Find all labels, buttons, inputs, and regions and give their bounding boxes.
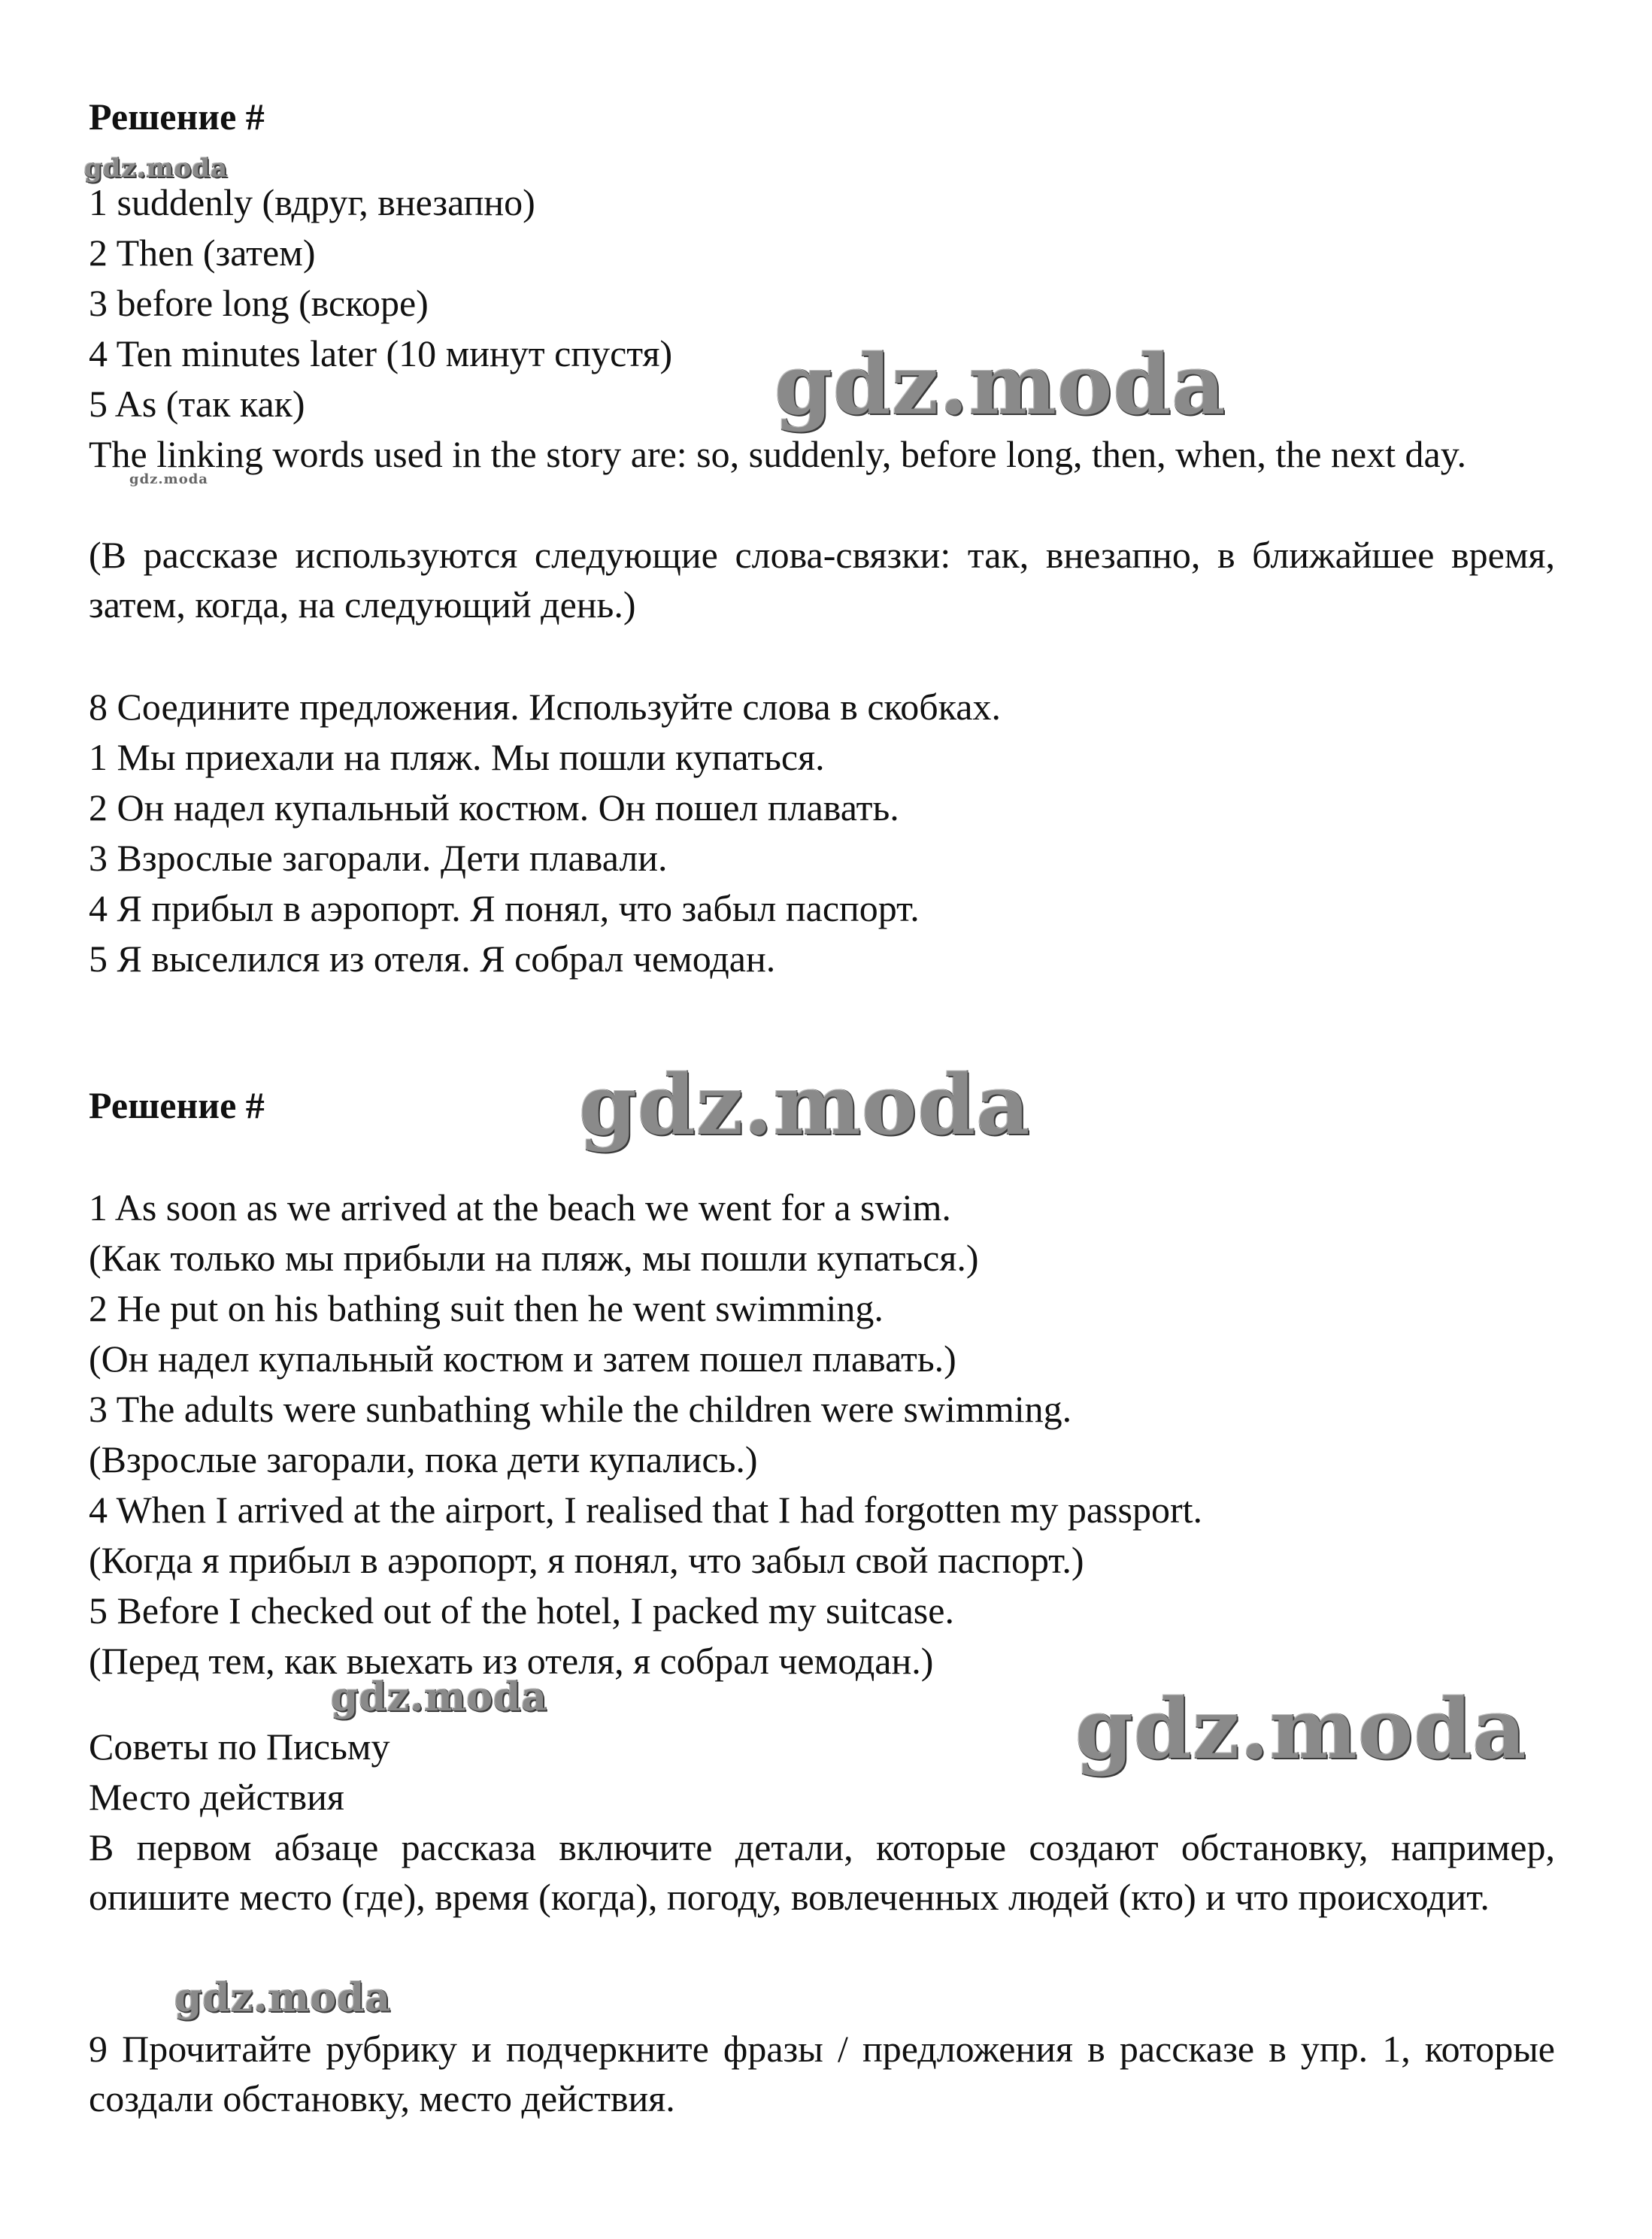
task-8-item-1: 1 Мы приехали на пляж. Мы пошли купаться. <box>89 736 825 778</box>
solution-heading-2: Решение # <box>89 1084 265 1126</box>
solution-line-9: 5 Before I checked out of the hotel, I packed my suitcase. <box>89 1589 954 1632</box>
task-8-title: 8 Соедините предложения. Используйте слова в скобках. <box>89 686 1001 728</box>
task-8-item-5: 5 Я выселился из отеля. Я собрал чемодан. <box>89 938 776 980</box>
watermark-logo: gdz.moda <box>129 471 208 487</box>
task-8-item-3: 3 Взрослые загорали. Дети плавали. <box>89 837 668 879</box>
task-9-text: 9 Прочитайте рубрику и подчеркните фразы / предложения в рассказе в упр. 1, которые создали обстановку, место действия. <box>89 2028 1555 2119</box>
solution-line-4: (Он надел купальный костюм и затем пошел плавать.) <box>89 1338 956 1380</box>
solution-line-7: 4 When I arrived at the airport, I realised that I had forgotten my passport. <box>89 1489 1203 1531</box>
solution-heading-1: Решение # <box>89 95 265 138</box>
answer-line-5: 5 As (так как) <box>89 383 305 425</box>
tips-text: В первом абзаце рассказа включите детали, которые создают обстановку, например, опишите место (где), время (когда), погоду, вовлеченных людей (кто) и что происходит. <box>89 1826 1555 1918</box>
task-8-item-4: 4 Я прибыл в аэропорт. Я понял, что забыл паспорт. <box>89 887 920 929</box>
linking-words-en: The linking words used in the story are: so, suddenly, before long, then, when, the next day. <box>89 433 1467 475</box>
tips-title: Советы по Письму <box>89 1725 390 1768</box>
linking-words-ru: (В рассказе используются следующие слова-связки: так, внезапно, в ближайшее время, затем, когда, на следующий день.) <box>89 534 1555 626</box>
answer-line-2: 2 Then (затем) <box>89 232 316 274</box>
answer-line-1: 1 suddenly (вдруг, внезапно) <box>89 181 535 223</box>
watermark-logo: gdz.moda <box>84 153 229 183</box>
watermark-logo: gdz.moda <box>579 1056 1031 1153</box>
solution-line-10: (Перед тем, как выехать из отеля, я собрал чемодан.) <box>89 1640 934 1682</box>
tips-subtitle: Место действия <box>89 1776 344 1818</box>
solution-line-5: 3 The adults were sunbathing while the children were swimming. <box>89 1388 1072 1430</box>
watermark-logo: gdz.moda <box>331 1674 548 1720</box>
watermark-logo: gdz.moda <box>1075 1680 1527 1777</box>
answer-line-4: 4 Ten minutes later (10 минут спустя) <box>89 332 673 374</box>
solution-line-8: (Когда я прибыл в аэропорт, я понял, что забыл свой паспорт.) <box>89 1539 1084 1581</box>
solution-line-6: (Взрослые загорали, пока дети купались.) <box>89 1438 758 1480</box>
watermark-logo: gdz.moda <box>774 336 1226 433</box>
task-8-item-2: 2 Он надел купальный костюм. Он пошел плавать. <box>89 786 899 829</box>
solution-line-2: (Как только мы прибыли на пляж, мы пошли купаться.) <box>89 1237 979 1279</box>
watermark-logo: gdz.moda <box>174 1975 392 2021</box>
solution-line-3: 2 He put on his bathing suit then he went swimming. <box>89 1287 884 1329</box>
solution-line-1: 1 As soon as we arrived at the beach we went for a swim. <box>89 1186 951 1229</box>
answer-line-3: 3 before long (вскоре) <box>89 282 429 324</box>
